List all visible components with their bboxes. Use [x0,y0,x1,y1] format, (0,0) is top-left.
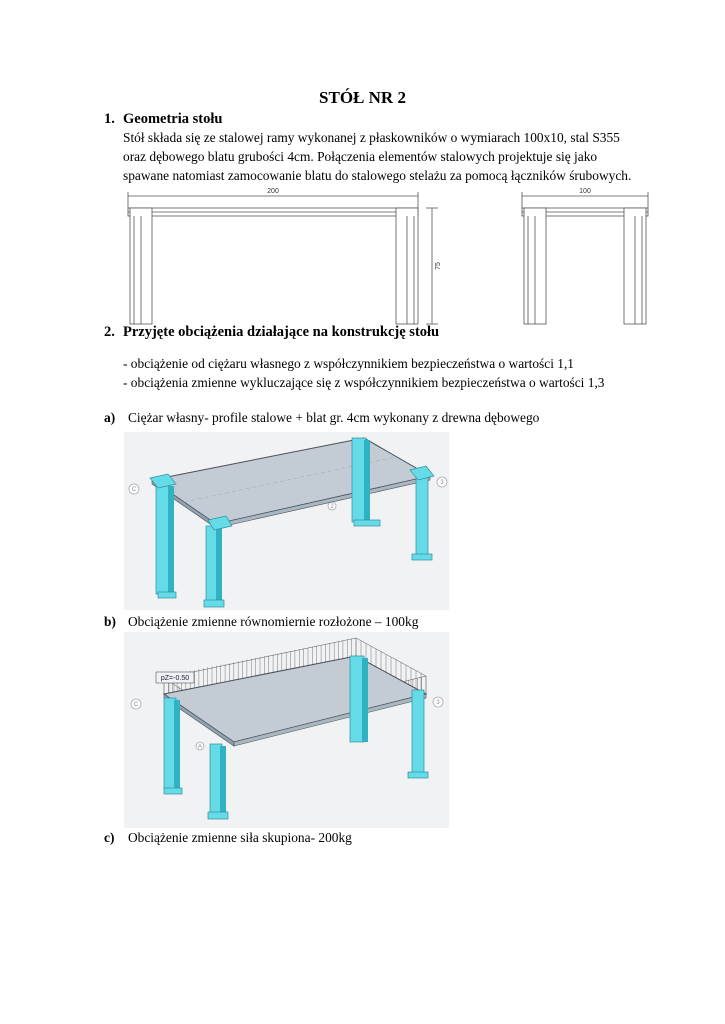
load-value-label: pZ=-0.50 [160,675,190,682]
figure-c-caption [104,830,352,846]
steel-leg [416,472,428,556]
figure-a-label: a) [104,410,116,425]
section-2-number: 2. [104,324,115,340]
figure-c-text: Obciążenie zmienne siła skupiona- 200kg [128,830,352,845]
section-1-number: 1. [104,111,115,127]
axis-marker: C [131,487,137,493]
figure-a-caption [104,410,539,426]
section-1-title: Geometria stołu [123,111,223,127]
figure-a-text: Ciężar własny- profile stalowe + blat gr. 4cm wykonany z drewna dębowego [128,410,540,425]
body-line: oraz dębowego blatu grubości 4cm. Połączenia elementów stalowych projektuje się jako [123,149,598,164]
figure-b-render [124,632,449,828]
section-1-heading [104,111,222,128]
axis-marker: 3 [436,700,440,706]
dimension-width-label: 100 [579,188,591,195]
figure-b-text: Obciążenie zmienne równomiernie rozłożone – 100kg [128,614,419,629]
figure-a-render [124,432,449,610]
axis-marker: 3 [440,480,444,486]
section-2-body [123,354,604,392]
body-line: spawane natomiast zamocowanie blatu do stalowego stelażu za pomocą łączników śrubowych. [123,168,632,183]
axis-marker: A [197,744,203,750]
axis-marker: C [133,702,139,708]
section-1-body [123,128,631,185]
dimension-height-label: 75 [435,262,442,270]
steel-leg [156,484,170,594]
steel-leg [412,690,424,774]
steel-leg [350,656,364,742]
body-line: - obciążenia zmienne wykluczające się z współczynnikiem bezpieczeństwa o wartości 1,3 [123,375,605,390]
body-line: - obciążenie od ciężaru własnego z współczynnikiem bezpieczeństwa o wartości 1,1 [123,356,575,371]
figure-b-label: b) [104,614,116,629]
steel-leg [352,438,366,522]
body-line: Stół składa się ze stalowej ramy wykonanej z płaskowników o wymiarach 100x10, stal S355 [123,130,620,145]
figure-c-label: c) [104,830,115,845]
figure-b-caption [104,614,418,630]
dimension-length-label: 200 [267,188,279,195]
geometry-drawing [118,184,678,330]
section-2-title: Przyjęte obciążenia działające na konstrukcję stołu [123,324,440,340]
axis-marker: 2 [330,504,334,510]
section-2-heading [104,324,439,341]
page-title: STÓŁ NR 2 [319,88,406,107]
